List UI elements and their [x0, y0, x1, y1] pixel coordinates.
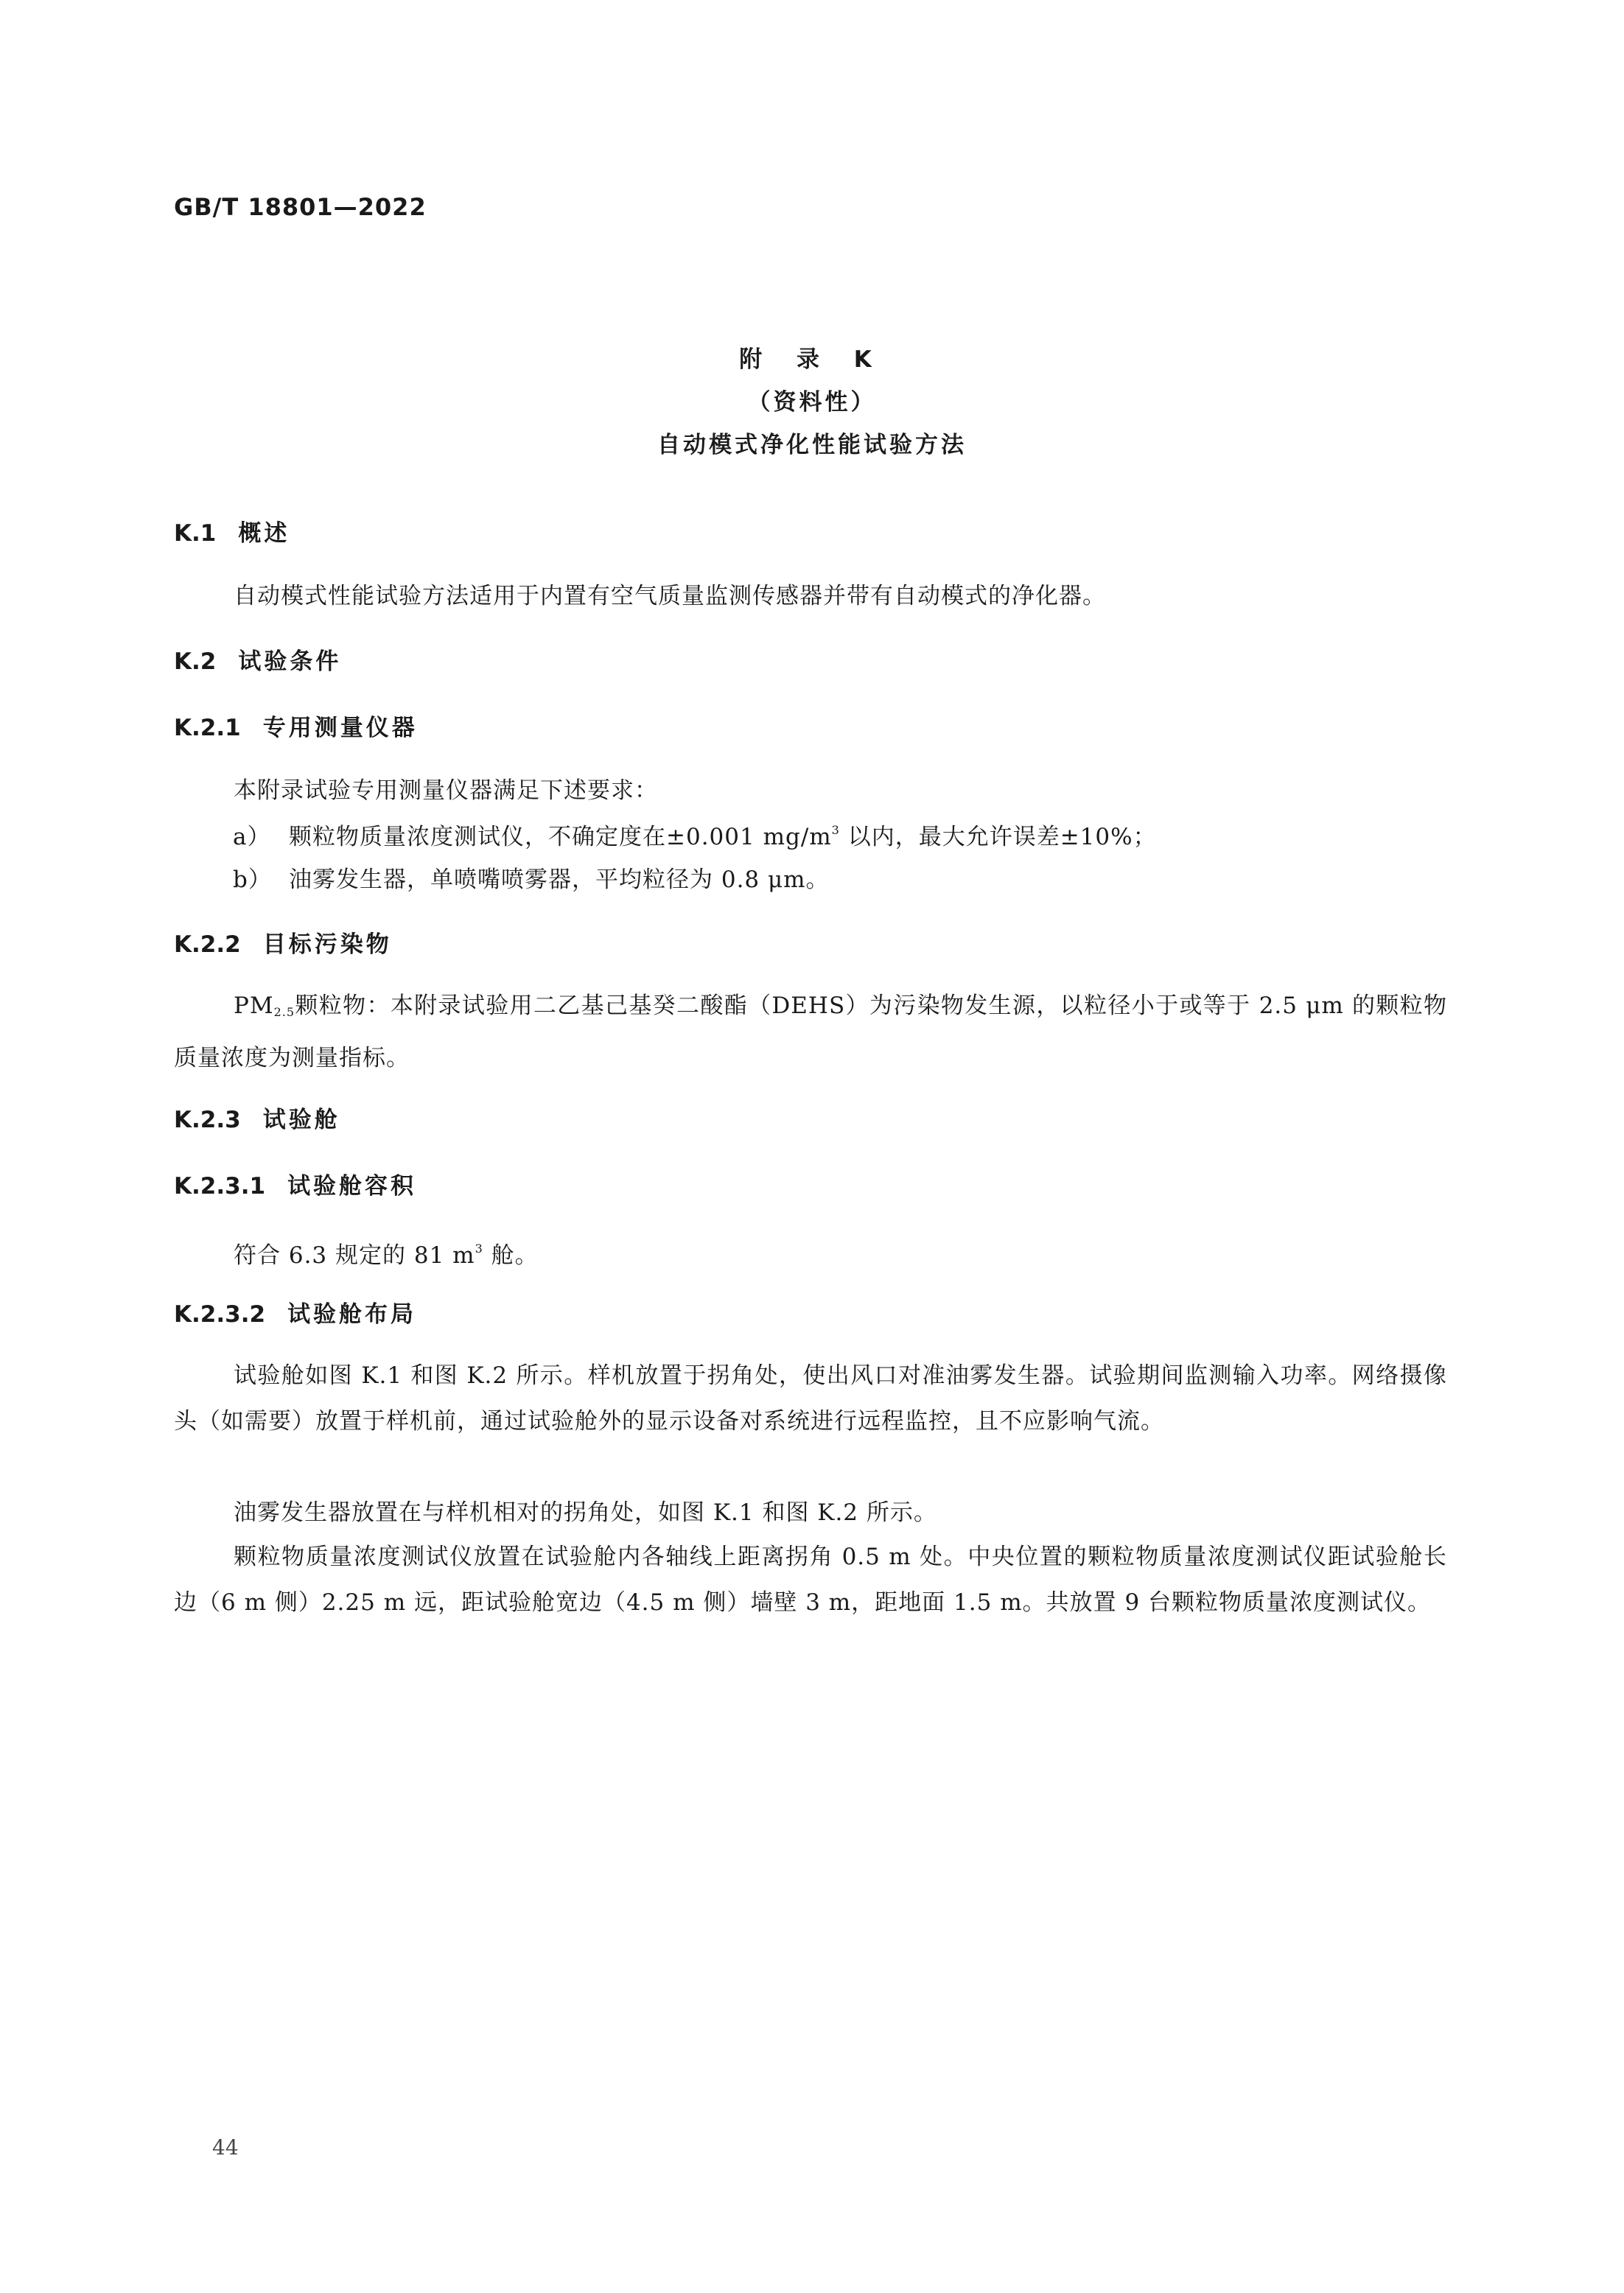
heading-number: K.2	[174, 648, 217, 675]
paragraph-text: 舱。	[483, 1242, 539, 1269]
heading-title: 试验舱容积	[287, 1173, 417, 1200]
heading-k21	[174, 709, 418, 742]
pm-text: PM	[234, 993, 274, 1019]
appendix-note: （资料性）	[747, 389, 877, 416]
heading-title: 试验舱布局	[287, 1301, 417, 1328]
paragraph-k22	[174, 983, 1447, 1081]
subscript: 2.5	[273, 1005, 295, 1019]
heading-k22	[174, 925, 392, 959]
heading-title: 试验舱	[262, 1107, 340, 1133]
heading-k2	[174, 643, 341, 676]
list-text: 油雾发生器，单喷嘴喷雾器，平均粒径为 0.8 μm。	[289, 867, 830, 893]
appendix-title: 附 录 K	[739, 346, 885, 373]
heading-number: K.2.3.2	[174, 1301, 266, 1328]
heading-k231	[174, 1167, 416, 1200]
paragraph-k232-3: 颗粒物质量浓度测试仪放置在试验舱内各轴线上距离拐角 0.5 m 处。中央位置的颗粒物质量浓度测试仪距试验舱长边（6 m 侧）2.25 m 远，距试验舱宽边（4.5 m 侧）墙壁 3 m，距地面 1.5 m。共放置 9 台颗粒物质量浓度测试仪。	[174, 1544, 1447, 1616]
paragraph-k232-2: 油雾发生器放置在与样机相对的拐角处，如图 K.1 和图 K.2 所示。	[234, 1499, 937, 1526]
page-number: 44	[212, 2135, 239, 2160]
heading-k1	[174, 514, 290, 547]
heading-number: K.2.2	[174, 931, 241, 958]
list-item-a	[233, 818, 1157, 851]
paragraph-k232-1: 试验舱如图 K.1 和图 K.2 所示。样机放置于拐角处，使出风口对准油雾发生器。试验期间监测输入功率。网络摄像头（如需要）放置于样机前，通过试验舱外的显示设备对系统进行远程监控，且不应影响气流。	[174, 1362, 1447, 1435]
superscript: 3	[831, 823, 840, 837]
heading-number: K.2.3	[174, 1107, 241, 1133]
paragraph-text: 颗粒物：本附录试验用二乙基己基癸二酸酯（DEHS）为污染物发生源，以粒径小于或等于 2.5 μm 的颗粒物质量浓度为测量指标。	[174, 993, 1447, 1071]
list-text: 颗粒物质量浓度测试仪，不确定度在±0.001 mg/m	[289, 824, 832, 850]
heading-k23	[174, 1101, 340, 1134]
heading-title: 概述	[238, 520, 290, 547]
heading-title: 专用测量仪器	[262, 715, 418, 741]
list-marker: b）	[233, 867, 272, 893]
standard-code: GB/T 18801—2022	[174, 193, 427, 221]
list-marker: a）	[233, 824, 271, 850]
heading-number: K.2.3.1	[174, 1173, 266, 1200]
appendix-name: 自动模式净化性能试验方法	[657, 432, 967, 458]
list-text: 以内，最大允许误差±10%；	[839, 824, 1157, 850]
heading-number: K.2.1	[174, 715, 241, 741]
heading-number: K.1	[174, 520, 217, 547]
paragraph-text: 符合 6.3 规定的 81 m	[234, 1242, 475, 1269]
heading-k232	[174, 1295, 416, 1328]
heading-title: 目标污染物	[262, 931, 392, 958]
paragraph-k21-intro: 本附录试验专用测量仪器满足下述要求：	[234, 777, 658, 804]
heading-title: 试验条件	[238, 648, 342, 675]
list-item-b	[233, 861, 830, 894]
superscript: 3	[475, 1242, 483, 1256]
paragraph-k231	[174, 1226, 1447, 1278]
paragraph-k1: 自动模式性能试验方法适用于内置有空气质量监测传感器并带有自动模式的净化器。	[234, 583, 1106, 609]
